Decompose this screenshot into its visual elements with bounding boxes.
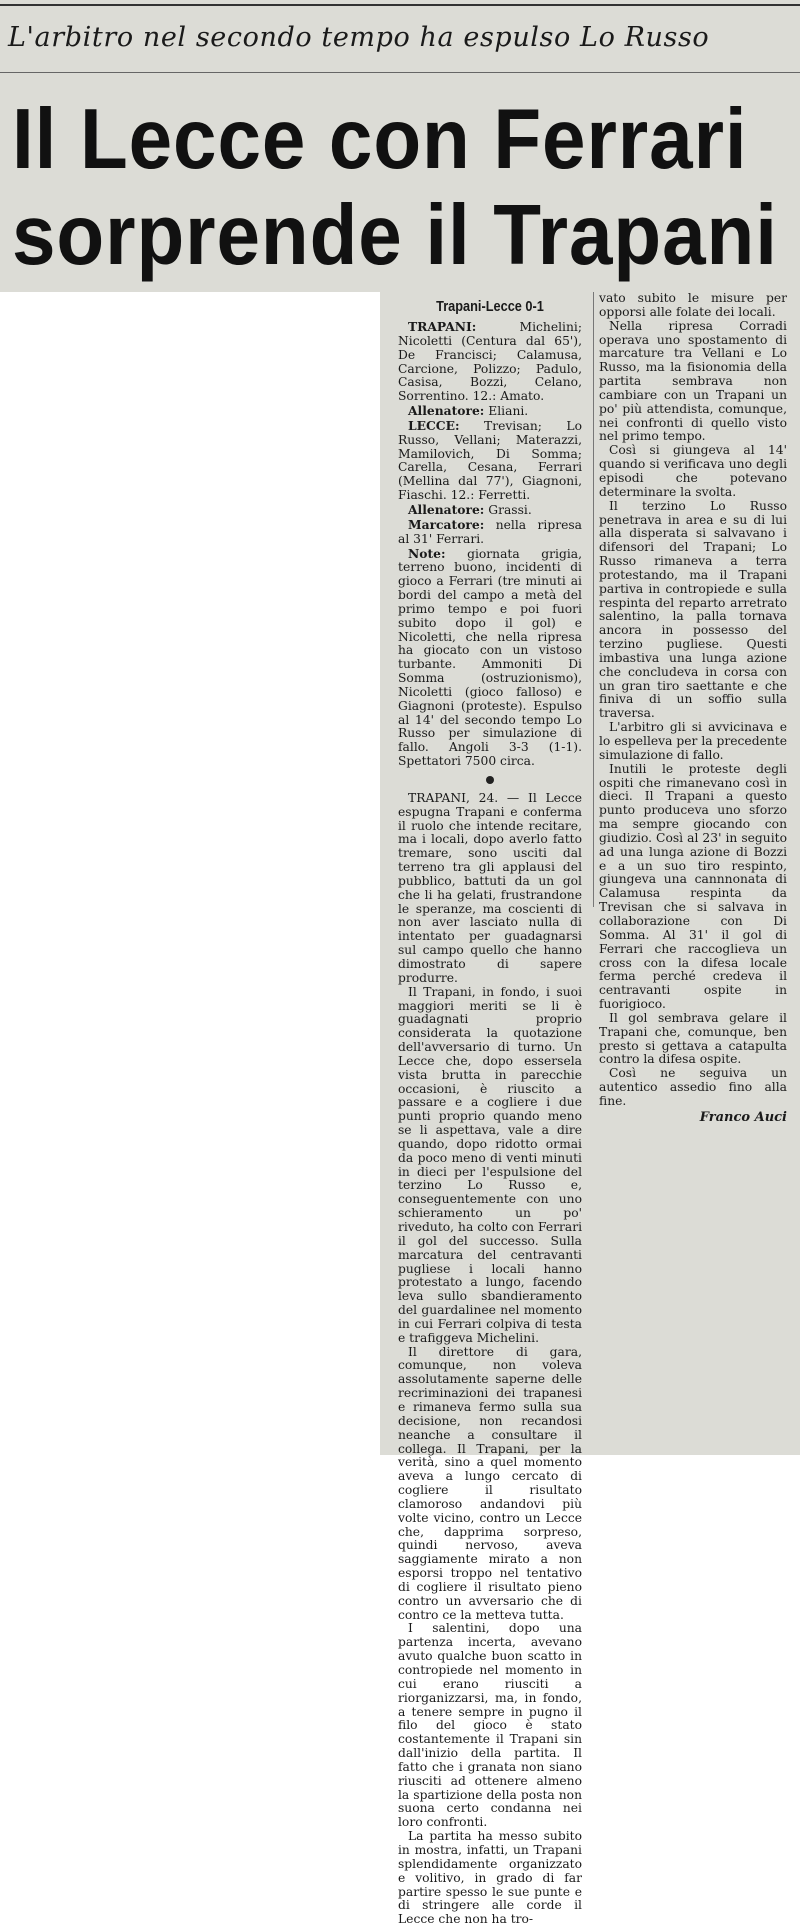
kicker [8,22,798,53]
scorer-label: Marcatore: [408,516,485,532]
article-paragraph: Il terzino Lo Russo penetrava in area e su di lui alla disperata si salvavano i difensori del Trapani; Lo Russo rimaneva a terra protestando, ma il Trapani partiva in contropiede e sulla respinta del reparto arretrato salentino, la palla tornava ancora in possesso del terzino pugliese. Questi imbastiva una lunga azione che concludeva in corsa con un gran tiro saettante e che finiva di un soffio sulla traversa. [599,498,787,721]
article-paragraph: vato subito le misure per opporsi alle folate dei locali. [599,291,787,319]
headline [12,92,778,284]
headline-line-1: Il Lecce con Ferrari [12,92,748,187]
lineup-trapani-label: TRAPANI: [408,319,477,334]
lineup-trapani-text: Michelini; Nicoletti (Centura dal 65'), De Francisci; Calamusa, Carcione, Polizzo; Padulo, Casisa, Bozzi, Celano, Sorrentino. 12.: Amato. [398,320,582,404]
article-paragraph: Inutili le proteste degli ospiti che rimanevano così in dieci. Il Trapani a questo punto produceva uno sforzo ma sempre giocando con giudizio. Così al 23' in seguito ad una lunga azione di Bozzi e a un suo tiro respinto, giungeva una cannnonata di Calamusa respinta da Trevisan che si salvava in collaborazione con Di Somma. Al 31' il gol di Ferrari che raccoglieva un cross con la difesa locale ferma perché credeva il centravanti ospite in fuorigioco. [599,761,787,1012]
coach-trapani-label: Allenatore: [408,403,485,419]
match-notes [398,547,582,770]
kicker-rule [0,72,800,73]
match-notes-text: giornata grigia, terreno buono, incidenti di gioco a Ferrari (tre minuti ai bordi del campo a metà del primo tempo e poi fuori subito dopo il gol) e Nicoletti, che nella ripresa ha giocato con un vistoso turbante. Ammoniti Di Somma (ostruzionismo), Nicoletti (gioco falloso) e Giagnoni (proteste). Espulso al 14' del secondo tempo Lo Russo per simulazione di fallo. Angoli 3-3 (1-1). Spettatori 7500 circa. [398,546,582,769]
article-column-2 [599,292,787,1125]
lineup-lecce-text: Trevisan; Lo Russo, Vellani; Materazzi, Mamilovich, Di Somma; Carella, Cesana, Ferrari (Mellina dal 77'), Giagnoni, Fiaschi. 12.: Ferretti. [398,418,582,503]
match-notes-label: Note: [408,545,446,561]
scorer [398,518,582,547]
coach-trapani-text: Eliani. [488,404,529,419]
article-paragraph: I salentini, dopo una partenza incerta, avevano avuto qualche buon scatto in contropiede nel momento in cui erano riusciti a riorganizzarsi, ma, in fondo, a tenere sempre in pugno il filo del gioco è stato costantemente il Trapani sin dall'inizio della partita. Il fatto che i granata non siano riusciti ad ottenere almeno la spartizione della posta non suona certo condanna nei loro confronti. [398,1621,582,1830]
lineup-lecce [398,419,582,503]
article-paragraph: Così si giungeva al 14' quando si verificava uno degli episodi che potevano determinare la svolta. [599,443,787,499]
lineup-lecce-label: LECCE: [408,417,460,433]
article-paragraph: Il gol sembrava gelare il Trapani che, comunque, ben presto si gettava a catapulta contro la difesa ospite. [599,1010,787,1067]
article-paragraph: Il direttore di gara, comunque, non voleva assolutamente saperne delle recriminazioni dei trapanesi e rimaneva fermo sulla sua decisione, non recandosi neanche a consultare il collega. Il Trapani, per la verità, sino a quel momento aveva a lungo cercato di cogliere il risultato clamoroso andandovi più volte vicino, contro un Lecce che, dapprima sorpreso, quindi nervoso, aveva saggiamente mirato a non esporsi troppo nel tentativo di cogliere il risultato pieno contro un avversario che di contro ce la metteva tutta. [398,1344,582,1622]
article-column-1 [398,296,582,1927]
article-paragraph: Il Trapani, in fondo, i suoi maggiori meriti se li è guadagnati proprio considerata la quotazione dell'avversario di turno. Un Lecce che, dopo essersela vista brutta in parecchie occasioni, è riuscito a passare e a cogliere i due punti proprio quando meno se li aspettava, vale a dire quando, dopo ridotto ormai da poco meno di venti minuti in dieci per l'espulsione del terzino Lo Russo e, conseguentemente con uno schieramento un po' riveduto, ha colto con Ferrari il gol del successo. Sulla marcatura del centravanti pugliese i locali hanno protestato a lungo, facendo leva sullo sbandieramento del guardalinee nel momento in cui Ferrari colpiva di testa e trafiggeva Michelini. [398,984,582,1345]
coach-lecce-text: Grassi. [488,502,532,517]
top-rule [0,4,800,6]
article-paragraph: TRAPANI, 24. — Il Lecce espugna Trapani e conferma il ruolo che intende recitare, ma i locali, dopo averlo fatto tremare, sono usciti dal terreno tra gli applausi del pubblico, battuti da un gol che li ha gelati, frustrandone le speranze, ma coscienti di non aver lasciato nulla di intentato per guadagnarsi sul campo quello che hanno dimostrato di sapere produrre. [398,790,582,985]
headline-line-2: sorprende il Trapani [12,188,778,283]
coach-trapani [398,404,582,419]
match-score-title: Trapani-Lecce 0-1 [436,298,544,315]
scorer-text: nella ripresa al 31' Ferrari. [398,517,582,546]
coach-lecce [398,503,582,518]
coach-lecce-label: Allenatore: [408,501,485,517]
byline: Franco Auci [699,1109,787,1125]
kicker-text: L'arbitro nel secondo tempo ha espulso Lo Russo [8,22,710,53]
bullet-icon [486,776,494,784]
lineup-trapani [398,320,582,404]
separator [398,774,582,788]
article-paragraph: Nella ripresa Corradi operava uno spostamento di marcature tra Vellani e Lo Russo, ma la fisionomia della partita sembrava non cambiare con un Trapani un po' più attendista, comunque, nei confronti di quello visto nel primo tempo. [599,318,787,444]
article-paragraph: La partita ha messo subito in mostra, infatti, un Trapani splendidamente organizzato e volitivo, in grado di far partire spesso le sue punte e di stringere alle corde il Lecce che non ha tro- [398,1829,582,1927]
column-divider [593,292,594,907]
article-paragraph: Così ne seguiva un autentico assedio fino alla fine. [599,1066,787,1108]
article-paragraph: L'arbitro gli si avvicinava e lo espelleva per la precedente simulazione di fallo. [599,720,787,762]
